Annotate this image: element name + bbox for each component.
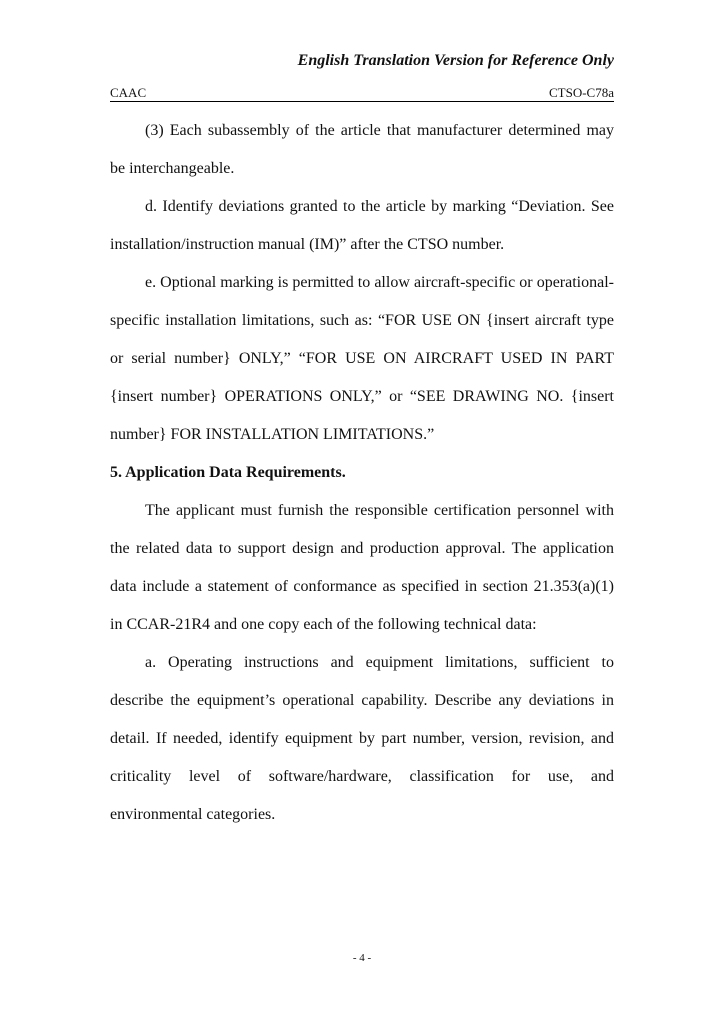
paragraph-subassembly: (3) Each subassembly of the article that manufacturer determined may be interchangeable. [110, 122, 614, 177]
section-heading: 5. Application Data Requirements. [110, 464, 346, 481]
header-organization: CAAC [110, 85, 147, 100]
header-divider [110, 101, 614, 102]
paragraph-application-data: The applicant must furnish the responsible certification personnel with the related data to support design and production approval. The application data include a statement of conformance as specified in section 21.353(a)(1) in CCAR-21R4 and one copy each of the following technical data: [110, 502, 614, 633]
paragraph-operating-instructions: a. Operating instructions and equipment limitations, sufficient to describe the equipment’s operational capability. Describe any deviations in detail. If needed, identify equipment by part number, version, revision, and criticality level of software/hardware, classification for use, and environmental categories. [110, 654, 614, 823]
paragraph-optional-marking: e. Optional marking is permitted to allow aircraft-specific or operational-specific installation limitations, such as: “FOR USE ON {insert aircraft type or serial number} ONLY,” “FOR USE ON AIRCRAFT USED IN PART {insert number} OPERATIONS ONLY,” or “SEE DRAWING NO. {insert number} FOR INSTALLATION LIMITATIONS.” [110, 274, 614, 443]
paragraph-deviation-marking: d. Identify deviations granted to the article by marking “Deviation. See installation/instruction manual (IM)” after the CTSO number. [110, 198, 614, 253]
page-number: - 4 - [352, 952, 372, 964]
translation-banner: English Translation Version for Reference Only [297, 52, 614, 69]
document-body [110, 112, 614, 834]
header-document-id: CTSO-C78a [549, 85, 614, 100]
